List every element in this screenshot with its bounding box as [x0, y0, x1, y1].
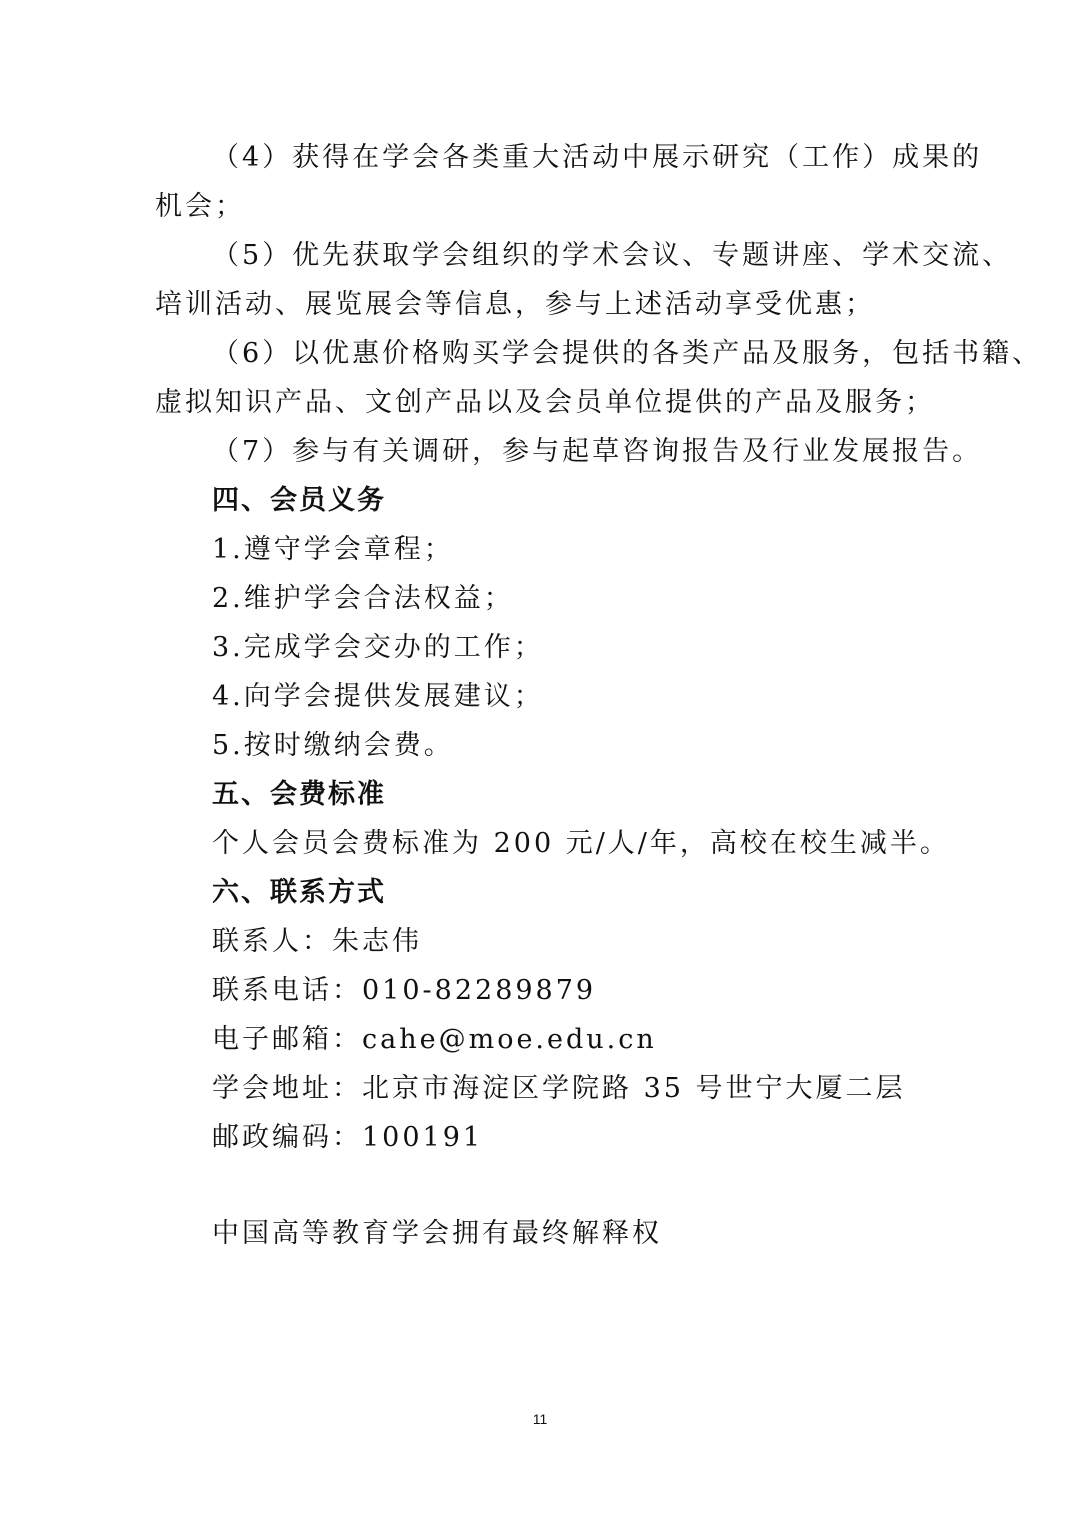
- fees-heading: 五、会费标准: [212, 779, 386, 810]
- duty-item-3: 3.完成学会交办的工作；: [212, 632, 544, 663]
- footer-note: 中国高等教育学会拥有最终解释权: [212, 1218, 662, 1249]
- duty-item-5: 5.按时缴纳会费。: [212, 730, 454, 761]
- rights-item-5-line-2: 培训活动、展览展会等信息，参与上述活动享受优惠；: [155, 289, 875, 320]
- rights-item-5-line-1: （5）优先获取学会组织的学术会议、专题讲座、学术交流、: [212, 240, 1013, 271]
- duty-item-2: 2.维护学会合法权益；: [212, 583, 514, 614]
- rights-item-6-line-2: 虚拟知识产品、文创产品以及会员单位提供的产品及服务；: [155, 387, 935, 418]
- rights-item-4-line-2: 机会；: [155, 191, 245, 222]
- page-number: 11: [532, 1411, 548, 1427]
- contact-email: 电子邮箱：cahe@moe.edu.cn: [212, 1024, 657, 1055]
- rights-item-7-line-1: （7）参与有关调研，参与起草咨询报告及行业发展报告。: [212, 436, 983, 467]
- contact-postcode: 邮政编码：100191: [212, 1122, 484, 1153]
- rights-item-6-line-1: （6）以优惠价格购买学会提供的各类产品及服务，包括书籍、: [212, 338, 1043, 369]
- duty-item-4: 4.向学会提供发展建议；: [212, 681, 544, 712]
- duty-item-1: 1.遵守学会章程；: [212, 534, 454, 565]
- contact-heading: 六、联系方式: [212, 877, 386, 908]
- contact-phone: 联系电话：010-82289879: [212, 975, 597, 1006]
- contact-address: 学会地址：北京市海淀区学院路 35 号世宁大厦二层: [212, 1073, 906, 1104]
- contact-person: 联系人：朱志伟: [212, 926, 422, 957]
- fees-text: 个人会员会费标准为 200 元/人/年，高校在校生减半。: [212, 828, 950, 859]
- rights-item-4-line-1: （4）获得在学会各类重大活动中展示研究（工作）成果的: [212, 142, 983, 173]
- duties-heading: 四、会员义务: [212, 485, 386, 516]
